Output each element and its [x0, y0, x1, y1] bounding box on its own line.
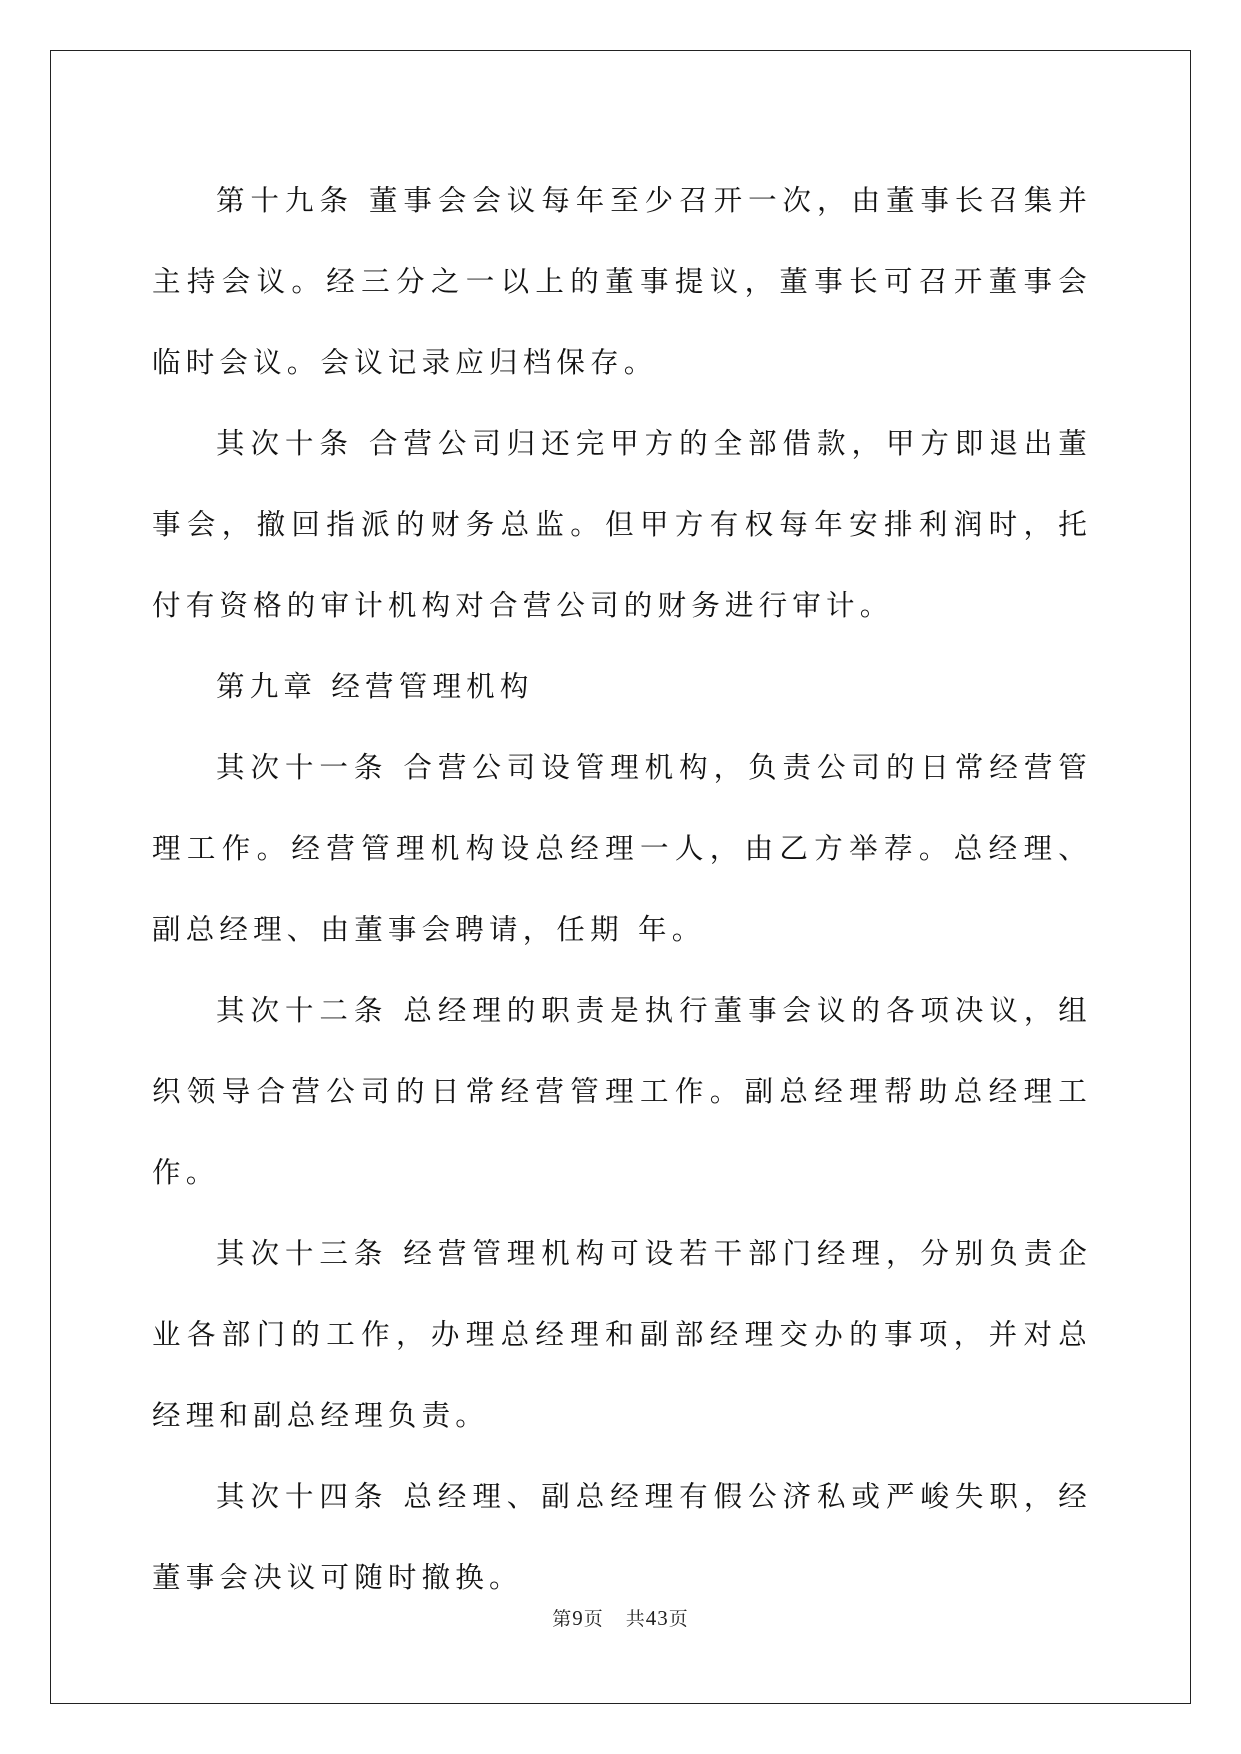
total-suffix: 页: [668, 1608, 689, 1630]
article-20-paragraph: 其次十条 合营公司归还完甲方的全部借款，甲方即退出董事会，撤回指派的财务总监。但甲方有权每年安排利润时，托付有资格的审计机构对合营公司的财务进行审计。: [152, 427, 1092, 622]
article-19-paragraph: 第十九条 董事会会议每年至少召开一次，由董事长召集并主持会议。经三分之一以上的董事提议，董事长可召开董事会临时会议。会议记录应归档保存。: [152, 184, 1092, 379]
document-body: [152, 160, 1092, 1618]
page-number: 9: [572, 1606, 584, 1630]
page-suffix: 页: [583, 1608, 604, 1630]
page-footer: [0, 1604, 1241, 1631]
total-pages: 43: [645, 1606, 669, 1630]
article-22-paragraph: 其次十二条 总经理的职责是执行董事会议的各项决议，组织领导合营公司的日常经营管理工作。副总经理帮助总经理工作。: [152, 994, 1092, 1189]
article-24-paragraph: 其次十四条 总经理、副总经理有假公济私或严峻失职，经董事会决议可随时撤换。: [152, 1480, 1092, 1594]
total-prefix: 共: [625, 1608, 646, 1630]
article-21-paragraph: 其次十一条 合营公司设管理机构，负责公司的日常经营管理工作。经营管理机构设总经理一人，由乙方举荐。总经理、副总经理、由董事会聘请，任期 年。: [152, 751, 1092, 946]
article-23-paragraph: 其次十三条 经营管理机构可设若干部门经理，分别负责企业各部门的工作，办理总经理和副部经理交办的事项，并对总经理和副总经理负责。: [152, 1237, 1092, 1432]
page-prefix: 第: [552, 1608, 573, 1630]
chapter-9-heading: 第九章 经营管理机构: [216, 670, 534, 703]
